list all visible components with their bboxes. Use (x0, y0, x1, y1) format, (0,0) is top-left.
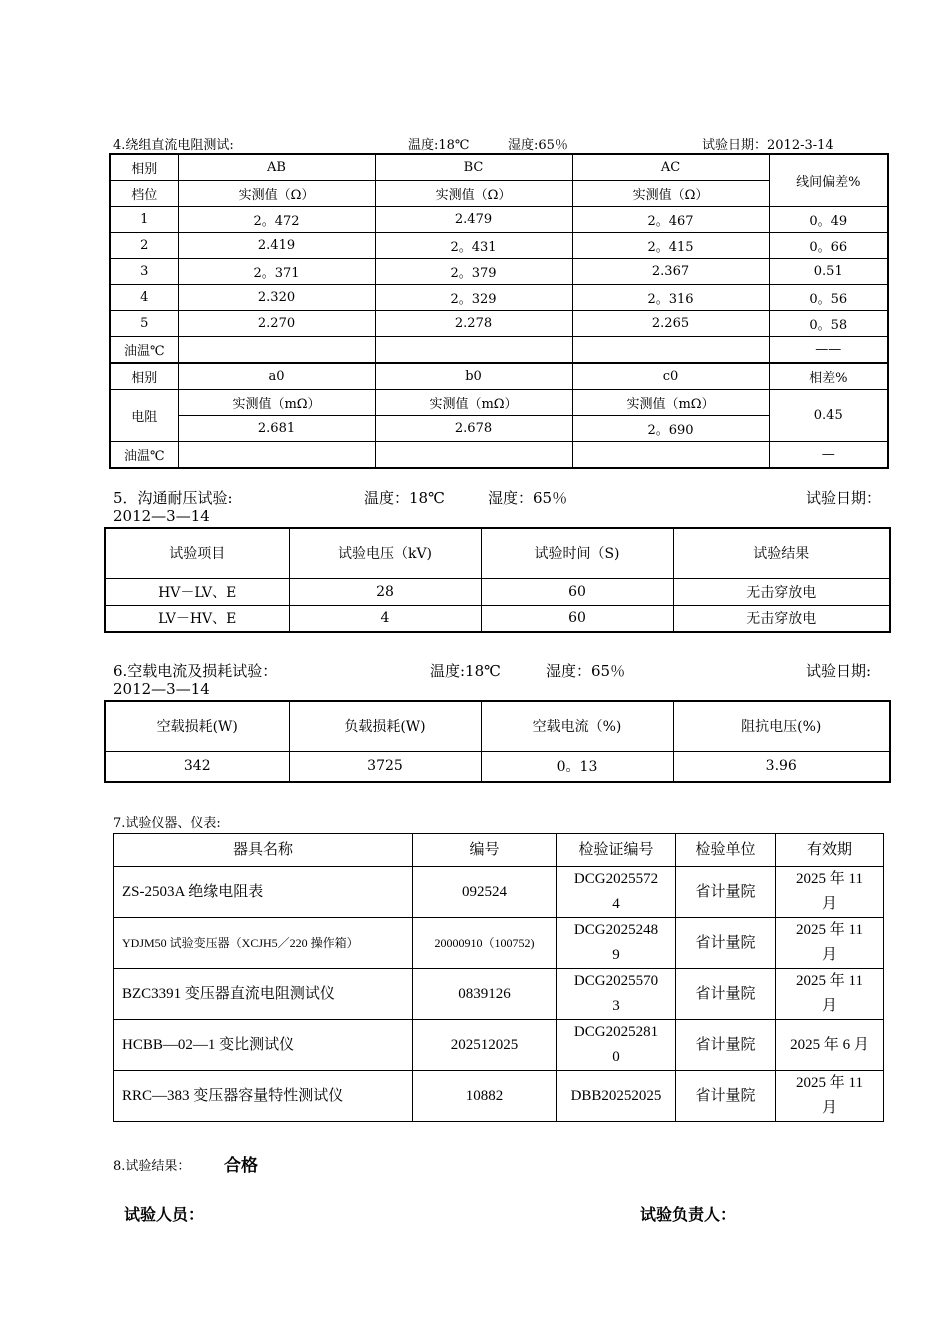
s6-title: 6.空载电流及损耗试验： (113, 662, 278, 680)
header-phase: 相别 (110, 363, 178, 390)
cell-ac: 2.367 (572, 259, 769, 285)
s8-title: 8.试验结果： (113, 1159, 191, 1174)
header-load-loss: 负载损耗(W) (289, 701, 481, 751)
s5-date-label: 试验日期： (806, 489, 882, 507)
cell-unit: 省计量院 (676, 1020, 776, 1071)
table-row (114, 1020, 884, 1071)
header-measured-mohm: 实测值（mΩ） (572, 390, 769, 416)
cell-name: YDJM50 试验变压器（XCJH5／220 操作箱） (114, 918, 413, 969)
cell-impedance-voltage: 3.96 (673, 751, 890, 782)
s5-date: 2012—3—14 (113, 507, 210, 525)
header-item: 试验项目 (105, 528, 289, 578)
s4-title: 4.绕组直流电阻测试: (113, 138, 234, 153)
table-row (110, 259, 888, 285)
table-row (114, 1071, 884, 1122)
cell-tap: 1 (110, 207, 178, 233)
cell-oil-temp: 油温℃ (110, 337, 178, 364)
s7-title: 7.试验仪器、仪表: (113, 816, 221, 831)
cell-cert: DCG2025570 3 (557, 969, 676, 1020)
cell-empty (572, 442, 769, 469)
cell-result: 无击穿放电 (673, 605, 890, 632)
cell-unit: 省计量院 (676, 969, 776, 1020)
cell-unit: 省计量院 (676, 1071, 776, 1122)
cell-voltage: 4 (289, 605, 481, 632)
cell-ab: 2。371 (178, 259, 375, 285)
header-line-deviation: 线间偏差% (769, 154, 888, 207)
header-bc: BC (375, 154, 572, 181)
cell-bc: 2.278 (375, 311, 572, 337)
header-measured: 实测值（Ω） (572, 181, 769, 207)
table-row (114, 867, 884, 918)
withstand-voltage-table (104, 527, 891, 633)
cell-number: 202512025 (413, 1020, 557, 1071)
header-ab: AB (178, 154, 375, 181)
s6-date-label: 试验日期: (806, 662, 872, 680)
table-row (110, 337, 888, 364)
header-a0: a0 (178, 363, 375, 390)
cell-number: 10882 (413, 1071, 557, 1122)
cell-oil-dev: —— (769, 337, 888, 364)
cell-tap: 4 (110, 285, 178, 311)
cell-empty (178, 442, 375, 469)
cell-number: 20000910（100752) (413, 918, 557, 969)
cell-bc: 2。329 (375, 285, 572, 311)
winding-resistance-table (109, 153, 889, 469)
cell-empty (572, 337, 769, 364)
cell-resistance: 电阻 (110, 390, 178, 442)
cell-b0: 2.678 (375, 416, 572, 442)
s5-humidity: 湿度：65％ (488, 489, 568, 507)
header-c0: c0 (572, 363, 769, 390)
cell-tap: 3 (110, 259, 178, 285)
header-measured: 实测值（Ω） (375, 181, 572, 207)
header-no-load-loss: 空载损耗(W) (105, 701, 289, 751)
header-measured-mohm: 实测值（mΩ） (375, 390, 572, 416)
cell-time: 60 (481, 578, 673, 605)
cell-bc: 2.479 (375, 207, 572, 233)
cell-cert: DCG2025281 0 (557, 1020, 676, 1071)
s5-title: 5．沟通耐压试验: (113, 489, 233, 507)
s6-humidity: 湿度：65％ (546, 662, 626, 680)
s8-result: 合格 (224, 1156, 258, 1176)
s6-date: 2012—3—14 (113, 680, 210, 698)
s4-date: 试验日期：2012-3-14 (702, 138, 834, 153)
cell-time: 60 (481, 605, 673, 632)
cell-dev: 0。66 (769, 233, 888, 259)
table-row (114, 918, 884, 969)
cell-unit: 省计量院 (676, 867, 776, 918)
header-result: 试验结果 (673, 528, 890, 578)
cell-name: RRC—383 变压器容量特性测试仪 (114, 1071, 413, 1122)
cell-oil-temp: 油温℃ (110, 442, 178, 469)
header-cert: 检验证编号 (557, 834, 676, 867)
cell-validity: 2025 年 11 月 (776, 918, 884, 969)
cell-unit: 省计量院 (676, 918, 776, 969)
table-row (105, 605, 890, 632)
cell-empty (178, 337, 375, 364)
cell-no-load-loss: 342 (105, 751, 289, 782)
cell-validity: 2025 年 11 月 (776, 1071, 884, 1122)
header-measured-mohm: 实测值（mΩ） (178, 390, 375, 416)
header-phase-diff: 相差% (769, 363, 888, 390)
header-voltage: 试验电压（kV) (289, 528, 481, 578)
cell-empty (375, 442, 572, 469)
cell-name: HCBB—02—1 变比测试仪 (114, 1020, 413, 1071)
cell-voltage: 28 (289, 578, 481, 605)
cell-dev: 0。49 (769, 207, 888, 233)
table-row (110, 233, 888, 259)
s4-temp: 温度:18℃ (408, 138, 470, 153)
table-row (110, 285, 888, 311)
header-impedance-voltage: 阻抗电压(%) (673, 701, 890, 751)
cell-cert: DBB20252025 (557, 1071, 676, 1122)
s6-temp: 温度:18℃ (430, 662, 501, 680)
cell-bc: 2。379 (375, 259, 572, 285)
header-name: 器具名称 (114, 834, 413, 867)
cell-tap: 2 (110, 233, 178, 259)
no-load-loss-table (104, 700, 891, 783)
cell-item: HV－LV、E (105, 578, 289, 605)
tester-label: 试验人员： (124, 1205, 205, 1224)
table-row (105, 751, 890, 782)
cell-dev: 0。56 (769, 285, 888, 311)
cell-ac: 2。316 (572, 285, 769, 311)
cell-validity: 2025 年 11 月 (776, 969, 884, 1020)
cell-ab: 2.320 (178, 285, 375, 311)
cell-ab: 2.419 (178, 233, 375, 259)
cell-no-load-current: 0。13 (481, 751, 673, 782)
header-number: 编号 (413, 834, 557, 867)
header-measured: 实测值（Ω） (178, 181, 375, 207)
cell-bc: 2。431 (375, 233, 572, 259)
cell-ab: 2。472 (178, 207, 375, 233)
cell-phase-diff: 0.45 (769, 390, 888, 442)
table-row (105, 578, 890, 605)
cell-dev: 0.51 (769, 259, 888, 285)
cell-cert: DCG2025248 9 (557, 918, 676, 969)
header-unit: 检验单位 (676, 834, 776, 867)
header-time: 试验时间（S) (481, 528, 673, 578)
table-row (110, 207, 888, 233)
cell-result: 无击穿放电 (673, 578, 890, 605)
cell-item: LV－HV、E (105, 605, 289, 632)
header-phase: 相别 (110, 154, 178, 181)
cell-cert: DCG2025572 4 (557, 867, 676, 918)
cell-a0: 2.681 (178, 416, 375, 442)
lead-label: 试验负责人： (640, 1205, 737, 1224)
cell-tap: 5 (110, 311, 178, 337)
cell-load-loss: 3725 (289, 751, 481, 782)
s4-humidity: 湿度:65％ (508, 138, 568, 153)
cell-dev: 0。58 (769, 311, 888, 337)
s5-temp: 温度：18℃ (364, 489, 445, 507)
cell-ac: 2。415 (572, 233, 769, 259)
cell-validity: 2025 年 6 月 (776, 1020, 884, 1071)
cell-validity: 2025 年 11 月 (776, 867, 884, 918)
cell-ab: 2.270 (178, 311, 375, 337)
header-no-load-current: 空载电流（%) (481, 701, 673, 751)
instruments-table (113, 833, 884, 1122)
cell-number: 0839126 (413, 969, 557, 1020)
cell-name: ZS-2503A 绝缘电阻表 (114, 867, 413, 918)
cell-ac: 2。467 (572, 207, 769, 233)
cell-c0: 2。690 (572, 416, 769, 442)
cell-empty (375, 337, 572, 364)
cell-name: BZC3391 变压器直流电阻测试仪 (114, 969, 413, 1020)
table-row (114, 969, 884, 1020)
header-ac: AC (572, 154, 769, 181)
cell-ac: 2.265 (572, 311, 769, 337)
table-row (110, 311, 888, 337)
cell-number: 092524 (413, 867, 557, 918)
header-tap: 档位 (110, 181, 178, 207)
header-b0: b0 (375, 363, 572, 390)
header-validity: 有效期 (776, 834, 884, 867)
cell-oil-dev: — (769, 442, 888, 469)
